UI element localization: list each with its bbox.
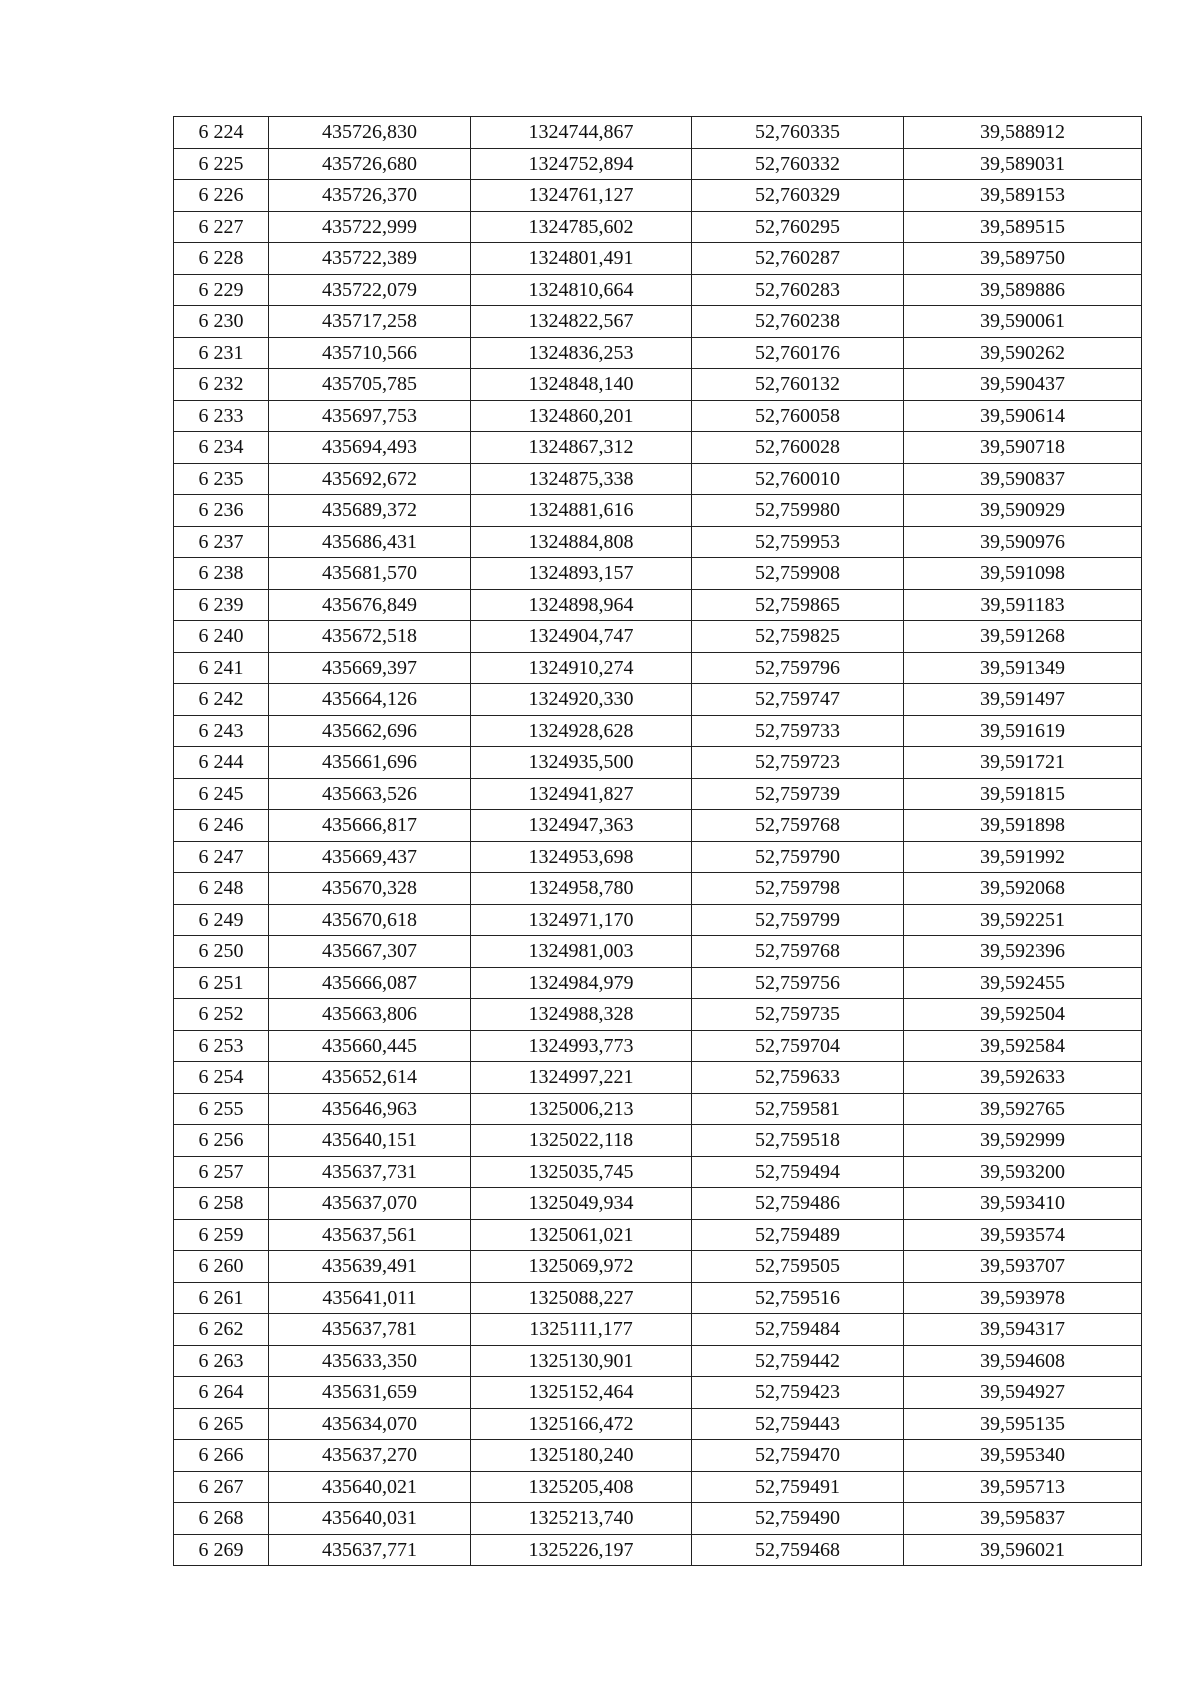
point-number-cell: 6 240 <box>174 621 269 653</box>
y-coordinate-cell: 1325088,227 <box>471 1282 692 1314</box>
coordinates-table-body <box>174 117 1142 1566</box>
latitude-cell: 52,759825 <box>692 621 904 653</box>
table-row <box>174 1093 1142 1125</box>
point-number-cell: 6 232 <box>174 369 269 401</box>
longitude-cell: 39,595340 <box>904 1440 1142 1472</box>
y-coordinate-cell: 1324920,330 <box>471 684 692 716</box>
point-number-cell: 6 239 <box>174 589 269 621</box>
point-number-cell: 6 264 <box>174 1377 269 1409</box>
table-row <box>174 589 1142 621</box>
table-row <box>174 936 1142 968</box>
table-row <box>174 1534 1142 1566</box>
x-coordinate-cell: 435692,672 <box>269 463 471 495</box>
x-coordinate-cell: 435637,070 <box>269 1188 471 1220</box>
longitude-cell: 39,592396 <box>904 936 1142 968</box>
longitude-cell: 39,593707 <box>904 1251 1142 1283</box>
y-coordinate-cell: 1324801,491 <box>471 243 692 275</box>
longitude-cell: 39,590976 <box>904 526 1142 558</box>
y-coordinate-cell: 1324941,827 <box>471 778 692 810</box>
point-number-cell: 6 250 <box>174 936 269 968</box>
x-coordinate-cell: 435633,350 <box>269 1345 471 1377</box>
x-coordinate-cell: 435663,806 <box>269 999 471 1031</box>
x-coordinate-cell: 435652,614 <box>269 1062 471 1094</box>
table-row <box>174 1219 1142 1251</box>
y-coordinate-cell: 1325130,901 <box>471 1345 692 1377</box>
x-coordinate-cell: 435664,126 <box>269 684 471 716</box>
x-coordinate-cell: 435641,011 <box>269 1282 471 1314</box>
table-row <box>174 558 1142 590</box>
latitude-cell: 52,759768 <box>692 936 904 968</box>
table-row <box>174 841 1142 873</box>
point-number-cell: 6 231 <box>174 337 269 369</box>
y-coordinate-cell: 1324953,698 <box>471 841 692 873</box>
longitude-cell: 39,595713 <box>904 1471 1142 1503</box>
x-coordinate-cell: 435670,328 <box>269 873 471 905</box>
x-coordinate-cell: 435637,561 <box>269 1219 471 1251</box>
table-row <box>174 337 1142 369</box>
y-coordinate-cell: 1325213,740 <box>471 1503 692 1535</box>
point-number-cell: 6 233 <box>174 400 269 432</box>
x-coordinate-cell: 435640,021 <box>269 1471 471 1503</box>
table-row <box>174 211 1142 243</box>
latitude-cell: 52,759704 <box>692 1030 904 1062</box>
table-row <box>174 652 1142 684</box>
longitude-cell: 39,588912 <box>904 117 1142 149</box>
x-coordinate-cell: 435639,491 <box>269 1251 471 1283</box>
latitude-cell: 52,759980 <box>692 495 904 527</box>
point-number-cell: 6 249 <box>174 904 269 936</box>
x-coordinate-cell: 435640,151 <box>269 1125 471 1157</box>
x-coordinate-cell: 435669,397 <box>269 652 471 684</box>
table-row <box>174 1345 1142 1377</box>
point-number-cell: 6 256 <box>174 1125 269 1157</box>
y-coordinate-cell: 1324928,628 <box>471 715 692 747</box>
latitude-cell: 52,759516 <box>692 1282 904 1314</box>
latitude-cell: 52,759633 <box>692 1062 904 1094</box>
y-coordinate-cell: 1324904,747 <box>471 621 692 653</box>
latitude-cell: 52,759756 <box>692 967 904 999</box>
longitude-cell: 39,594317 <box>904 1314 1142 1346</box>
x-coordinate-cell: 435676,849 <box>269 589 471 621</box>
latitude-cell: 52,760028 <box>692 432 904 464</box>
latitude-cell: 52,759796 <box>692 652 904 684</box>
y-coordinate-cell: 1325205,408 <box>471 1471 692 1503</box>
point-number-cell: 6 254 <box>174 1062 269 1094</box>
table-row <box>174 873 1142 905</box>
longitude-cell: 39,595837 <box>904 1503 1142 1535</box>
point-number-cell: 6 227 <box>174 211 269 243</box>
latitude-cell: 52,759790 <box>692 841 904 873</box>
y-coordinate-cell: 1324893,157 <box>471 558 692 590</box>
table-row <box>174 1251 1142 1283</box>
y-coordinate-cell: 1324848,140 <box>471 369 692 401</box>
latitude-cell: 52,760058 <box>692 400 904 432</box>
longitude-cell: 39,589886 <box>904 274 1142 306</box>
table-row <box>174 495 1142 527</box>
latitude-cell: 52,759581 <box>692 1093 904 1125</box>
x-coordinate-cell: 435726,830 <box>269 117 471 149</box>
point-number-cell: 6 243 <box>174 715 269 747</box>
point-number-cell: 6 248 <box>174 873 269 905</box>
longitude-cell: 39,591721 <box>904 747 1142 779</box>
x-coordinate-cell: 435726,680 <box>269 148 471 180</box>
table-row <box>174 778 1142 810</box>
point-number-cell: 6 226 <box>174 180 269 212</box>
table-row <box>174 526 1142 558</box>
latitude-cell: 52,759490 <box>692 1503 904 1535</box>
point-number-cell: 6 247 <box>174 841 269 873</box>
x-coordinate-cell: 435663,526 <box>269 778 471 810</box>
point-number-cell: 6 230 <box>174 306 269 338</box>
longitude-cell: 39,590837 <box>904 463 1142 495</box>
x-coordinate-cell: 435726,370 <box>269 180 471 212</box>
x-coordinate-cell: 435672,518 <box>269 621 471 653</box>
y-coordinate-cell: 1324935,500 <box>471 747 692 779</box>
latitude-cell: 52,760132 <box>692 369 904 401</box>
table-row <box>174 463 1142 495</box>
x-coordinate-cell: 435667,307 <box>269 936 471 968</box>
x-coordinate-cell: 435681,570 <box>269 558 471 590</box>
x-coordinate-cell: 435722,389 <box>269 243 471 275</box>
y-coordinate-cell: 1324884,808 <box>471 526 692 558</box>
longitude-cell: 39,589750 <box>904 243 1142 275</box>
latitude-cell: 52,760283 <box>692 274 904 306</box>
table-row <box>174 621 1142 653</box>
table-row <box>174 400 1142 432</box>
x-coordinate-cell: 435705,785 <box>269 369 471 401</box>
x-coordinate-cell: 435710,566 <box>269 337 471 369</box>
latitude-cell: 52,759489 <box>692 1219 904 1251</box>
latitude-cell: 52,760329 <box>692 180 904 212</box>
point-number-cell: 6 268 <box>174 1503 269 1535</box>
x-coordinate-cell: 435697,753 <box>269 400 471 432</box>
longitude-cell: 39,593574 <box>904 1219 1142 1251</box>
table-row <box>174 715 1142 747</box>
longitude-cell: 39,592504 <box>904 999 1142 1031</box>
y-coordinate-cell: 1325111,177 <box>471 1314 692 1346</box>
coordinates-table <box>173 116 1142 1566</box>
point-number-cell: 6 258 <box>174 1188 269 1220</box>
y-coordinate-cell: 1324785,602 <box>471 211 692 243</box>
y-coordinate-cell: 1324971,170 <box>471 904 692 936</box>
y-coordinate-cell: 1325022,118 <box>471 1125 692 1157</box>
x-coordinate-cell: 435666,817 <box>269 810 471 842</box>
longitude-cell: 39,591268 <box>904 621 1142 653</box>
point-number-cell: 6 253 <box>174 1030 269 1062</box>
point-number-cell: 6 224 <box>174 117 269 149</box>
x-coordinate-cell: 435662,696 <box>269 715 471 747</box>
latitude-cell: 52,760238 <box>692 306 904 338</box>
longitude-cell: 39,591098 <box>904 558 1142 590</box>
latitude-cell: 52,759486 <box>692 1188 904 1220</box>
longitude-cell: 39,593200 <box>904 1156 1142 1188</box>
y-coordinate-cell: 1325180,240 <box>471 1440 692 1472</box>
longitude-cell: 39,591992 <box>904 841 1142 873</box>
longitude-cell: 39,590061 <box>904 306 1142 338</box>
latitude-cell: 52,759768 <box>692 810 904 842</box>
latitude-cell: 52,759442 <box>692 1345 904 1377</box>
table-row <box>174 117 1142 149</box>
y-coordinate-cell: 1324752,894 <box>471 148 692 180</box>
latitude-cell: 52,759491 <box>692 1471 904 1503</box>
y-coordinate-cell: 1324867,312 <box>471 432 692 464</box>
longitude-cell: 39,589153 <box>904 180 1142 212</box>
table-row <box>174 967 1142 999</box>
x-coordinate-cell: 435637,270 <box>269 1440 471 1472</box>
x-coordinate-cell: 435660,445 <box>269 1030 471 1062</box>
y-coordinate-cell: 1325152,464 <box>471 1377 692 1409</box>
y-coordinate-cell: 1325006,213 <box>471 1093 692 1125</box>
point-number-cell: 6 251 <box>174 967 269 999</box>
table-row <box>174 904 1142 936</box>
table-row <box>174 274 1142 306</box>
y-coordinate-cell: 1325049,934 <box>471 1188 692 1220</box>
y-coordinate-cell: 1324881,616 <box>471 495 692 527</box>
latitude-cell: 52,760010 <box>692 463 904 495</box>
point-number-cell: 6 235 <box>174 463 269 495</box>
longitude-cell: 39,590262 <box>904 337 1142 369</box>
longitude-cell: 39,594608 <box>904 1345 1142 1377</box>
longitude-cell: 39,589515 <box>904 211 1142 243</box>
table-row <box>174 1377 1142 1409</box>
latitude-cell: 52,759908 <box>692 558 904 590</box>
latitude-cell: 52,759739 <box>692 778 904 810</box>
point-number-cell: 6 246 <box>174 810 269 842</box>
point-number-cell: 6 260 <box>174 1251 269 1283</box>
x-coordinate-cell: 435646,963 <box>269 1093 471 1125</box>
table-row <box>174 1062 1142 1094</box>
latitude-cell: 52,759468 <box>692 1534 904 1566</box>
latitude-cell: 52,760287 <box>692 243 904 275</box>
x-coordinate-cell: 435670,618 <box>269 904 471 936</box>
point-number-cell: 6 234 <box>174 432 269 464</box>
point-number-cell: 6 267 <box>174 1471 269 1503</box>
longitude-cell: 39,592068 <box>904 873 1142 905</box>
point-number-cell: 6 238 <box>174 558 269 590</box>
point-number-cell: 6 262 <box>174 1314 269 1346</box>
longitude-cell: 39,593978 <box>904 1282 1142 1314</box>
x-coordinate-cell: 435717,258 <box>269 306 471 338</box>
y-coordinate-cell: 1324997,221 <box>471 1062 692 1094</box>
point-number-cell: 6 237 <box>174 526 269 558</box>
longitude-cell: 39,589031 <box>904 148 1142 180</box>
table-row <box>174 1282 1142 1314</box>
y-coordinate-cell: 1324958,780 <box>471 873 692 905</box>
y-coordinate-cell: 1324761,127 <box>471 180 692 212</box>
table-row <box>174 180 1142 212</box>
latitude-cell: 52,759484 <box>692 1314 904 1346</box>
table-row <box>174 1440 1142 1472</box>
point-number-cell: 6 244 <box>174 747 269 779</box>
table-row <box>174 1125 1142 1157</box>
longitude-cell: 39,592584 <box>904 1030 1142 1062</box>
x-coordinate-cell: 435666,087 <box>269 967 471 999</box>
latitude-cell: 52,759423 <box>692 1377 904 1409</box>
y-coordinate-cell: 1325226,197 <box>471 1534 692 1566</box>
longitude-cell: 39,592765 <box>904 1093 1142 1125</box>
point-number-cell: 6 269 <box>174 1534 269 1566</box>
longitude-cell: 39,593410 <box>904 1188 1142 1220</box>
longitude-cell: 39,590929 <box>904 495 1142 527</box>
point-number-cell: 6 252 <box>174 999 269 1031</box>
y-coordinate-cell: 1324860,201 <box>471 400 692 432</box>
point-number-cell: 6 236 <box>174 495 269 527</box>
latitude-cell: 52,760332 <box>692 148 904 180</box>
y-coordinate-cell: 1324875,338 <box>471 463 692 495</box>
table-row <box>174 1030 1142 1062</box>
x-coordinate-cell: 435640,031 <box>269 1503 471 1535</box>
y-coordinate-cell: 1324910,274 <box>471 652 692 684</box>
point-number-cell: 6 265 <box>174 1408 269 1440</box>
latitude-cell: 52,759443 <box>692 1408 904 1440</box>
longitude-cell: 39,595135 <box>904 1408 1142 1440</box>
table-row <box>174 747 1142 779</box>
longitude-cell: 39,591619 <box>904 715 1142 747</box>
table-row <box>174 1156 1142 1188</box>
longitude-cell: 39,596021 <box>904 1534 1142 1566</box>
y-coordinate-cell: 1325061,021 <box>471 1219 692 1251</box>
table-row <box>174 999 1142 1031</box>
latitude-cell: 52,759799 <box>692 904 904 936</box>
point-number-cell: 6 263 <box>174 1345 269 1377</box>
table-row <box>174 1471 1142 1503</box>
point-number-cell: 6 259 <box>174 1219 269 1251</box>
x-coordinate-cell: 435722,079 <box>269 274 471 306</box>
y-coordinate-cell: 1324988,328 <box>471 999 692 1031</box>
point-number-cell: 6 245 <box>174 778 269 810</box>
point-number-cell: 6 241 <box>174 652 269 684</box>
point-number-cell: 6 266 <box>174 1440 269 1472</box>
latitude-cell: 52,759953 <box>692 526 904 558</box>
longitude-cell: 39,591497 <box>904 684 1142 716</box>
x-coordinate-cell: 435637,781 <box>269 1314 471 1346</box>
x-coordinate-cell: 435722,999 <box>269 211 471 243</box>
y-coordinate-cell: 1324993,773 <box>471 1030 692 1062</box>
longitude-cell: 39,592251 <box>904 904 1142 936</box>
longitude-cell: 39,594927 <box>904 1377 1142 1409</box>
longitude-cell: 39,590437 <box>904 369 1142 401</box>
latitude-cell: 52,759747 <box>692 684 904 716</box>
table-row <box>174 1188 1142 1220</box>
latitude-cell: 52,760335 <box>692 117 904 149</box>
table-row <box>174 243 1142 275</box>
table-row <box>174 1408 1142 1440</box>
longitude-cell: 39,592633 <box>904 1062 1142 1094</box>
point-number-cell: 6 225 <box>174 148 269 180</box>
longitude-cell: 39,590614 <box>904 400 1142 432</box>
table-row <box>174 1503 1142 1535</box>
latitude-cell: 52,759798 <box>692 873 904 905</box>
x-coordinate-cell: 435694,493 <box>269 432 471 464</box>
point-number-cell: 6 261 <box>174 1282 269 1314</box>
latitude-cell: 52,759733 <box>692 715 904 747</box>
x-coordinate-cell: 435686,431 <box>269 526 471 558</box>
latitude-cell: 52,759735 <box>692 999 904 1031</box>
x-coordinate-cell: 435689,372 <box>269 495 471 527</box>
y-coordinate-cell: 1325069,972 <box>471 1251 692 1283</box>
table-row <box>174 1314 1142 1346</box>
point-number-cell: 6 242 <box>174 684 269 716</box>
y-coordinate-cell: 1324822,567 <box>471 306 692 338</box>
y-coordinate-cell: 1324981,003 <box>471 936 692 968</box>
longitude-cell: 39,591349 <box>904 652 1142 684</box>
point-number-cell: 6 257 <box>174 1156 269 1188</box>
point-number-cell: 6 228 <box>174 243 269 275</box>
latitude-cell: 52,760295 <box>692 211 904 243</box>
latitude-cell: 52,759518 <box>692 1125 904 1157</box>
y-coordinate-cell: 1324984,979 <box>471 967 692 999</box>
x-coordinate-cell: 435637,771 <box>269 1534 471 1566</box>
longitude-cell: 39,591183 <box>904 589 1142 621</box>
y-coordinate-cell: 1325035,745 <box>471 1156 692 1188</box>
table-row <box>174 684 1142 716</box>
longitude-cell: 39,591815 <box>904 778 1142 810</box>
longitude-cell: 39,592999 <box>904 1125 1142 1157</box>
x-coordinate-cell: 435631,659 <box>269 1377 471 1409</box>
point-number-cell: 6 255 <box>174 1093 269 1125</box>
x-coordinate-cell: 435634,070 <box>269 1408 471 1440</box>
table-row <box>174 810 1142 842</box>
latitude-cell: 52,759865 <box>692 589 904 621</box>
longitude-cell: 39,591898 <box>904 810 1142 842</box>
y-coordinate-cell: 1324810,664 <box>471 274 692 306</box>
table-row <box>174 306 1142 338</box>
x-coordinate-cell: 435637,731 <box>269 1156 471 1188</box>
latitude-cell: 52,760176 <box>692 337 904 369</box>
y-coordinate-cell: 1324744,867 <box>471 117 692 149</box>
longitude-cell: 39,592455 <box>904 967 1142 999</box>
latitude-cell: 52,759505 <box>692 1251 904 1283</box>
y-coordinate-cell: 1324836,253 <box>471 337 692 369</box>
y-coordinate-cell: 1324898,964 <box>471 589 692 621</box>
x-coordinate-cell: 435669,437 <box>269 841 471 873</box>
latitude-cell: 52,759723 <box>692 747 904 779</box>
x-coordinate-cell: 435661,696 <box>269 747 471 779</box>
longitude-cell: 39,590718 <box>904 432 1142 464</box>
latitude-cell: 52,759470 <box>692 1440 904 1472</box>
latitude-cell: 52,759494 <box>692 1156 904 1188</box>
y-coordinate-cell: 1324947,363 <box>471 810 692 842</box>
y-coordinate-cell: 1325166,472 <box>471 1408 692 1440</box>
table-row <box>174 369 1142 401</box>
table-row <box>174 148 1142 180</box>
point-number-cell: 6 229 <box>174 274 269 306</box>
table-row <box>174 432 1142 464</box>
